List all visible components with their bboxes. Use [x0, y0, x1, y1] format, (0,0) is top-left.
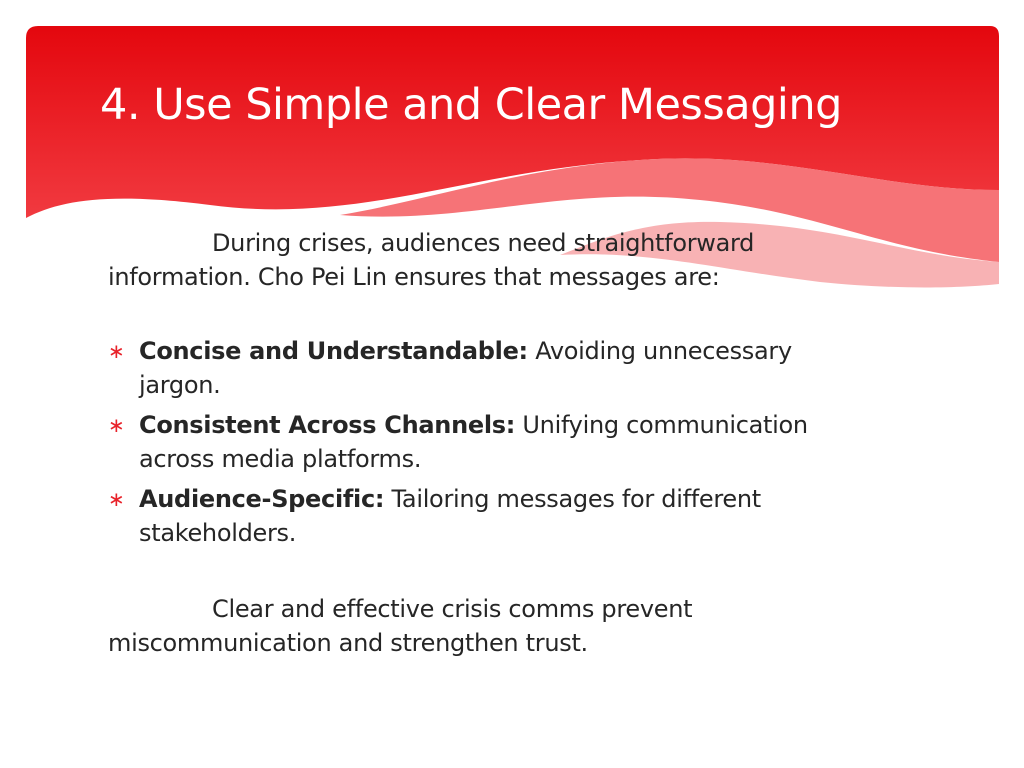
asterisk-icon: ∗	[108, 487, 125, 511]
slide-title: 4. Use Simple and Clear Messaging	[100, 80, 842, 130]
intro-paragraph: During crises, audiences need straightforward information. Cho Pei Lin ensures that messages are:	[108, 229, 755, 291]
bullet-text: Unifying communication across media platforms.	[139, 411, 808, 473]
slide-body	[108, 226, 868, 660]
bullet-text: Avoiding unnecessary jargon.	[139, 337, 792, 399]
bullet-term: Consistent Across Channels:	[139, 411, 516, 439]
bullet-term: Concise and Understandable:	[139, 337, 528, 365]
closing-paragraph: Clear and effective crisis comms prevent miscommunication and strengthen trust.	[108, 595, 693, 657]
bullet-term: Audience-Specific:	[139, 485, 385, 513]
asterisk-icon: ∗	[108, 339, 125, 363]
asterisk-icon: ∗	[108, 413, 125, 437]
list-item	[108, 408, 868, 476]
list-item	[108, 482, 868, 550]
list-item	[108, 334, 868, 402]
bullet-text: Tailoring messages for different stakeholders.	[139, 485, 761, 547]
bullet-list	[108, 334, 868, 550]
